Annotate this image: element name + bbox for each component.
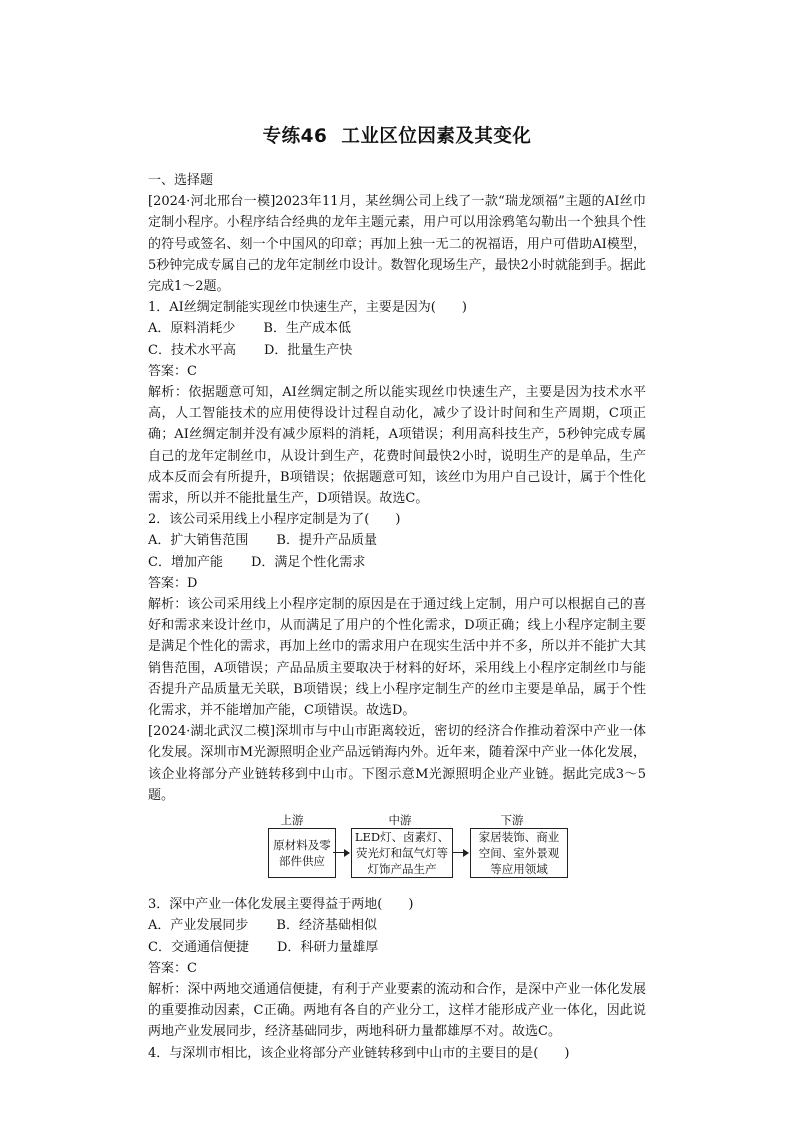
- page-title: [0, 122, 794, 148]
- q1-answer: 答案：C: [148, 363, 197, 379]
- document-body: [148, 170, 646, 1064]
- downstream-box: 家居装饰、商业空间、室外景观等应用领域: [470, 828, 568, 878]
- material-2: [2024·湖北武汉二模]深圳市与中山市距离较近，密切的经济合作推动着深中产业一体化发展。深圳市M光源照明企业产品远销海内外。近年来，随着深中产业一体化发展，该企业将部分产业链转移到中山市。下图示意M光源照明企业产业链。据此完成3～5题。: [148, 724, 646, 803]
- q4-stem: 4．与深圳市相比，该企业将部分产业链转移到中山市的主要目的是( ): [148, 1045, 570, 1061]
- arrow-1: [333, 852, 349, 853]
- q1-options-row2: [148, 340, 646, 361]
- q3-option-d: D．科研力量雄厚: [276, 939, 379, 955]
- upstream-label: 上游: [280, 813, 304, 828]
- q1-options-row1: [148, 318, 646, 339]
- q2-option-c: C．增加产能: [148, 554, 223, 570]
- downstream-label: 下游: [500, 813, 524, 828]
- q2-option-a: A．扩大销售范围: [148, 533, 249, 549]
- q3-answer: 答案：C: [148, 960, 197, 976]
- q3-option-a: A．产业发展同步: [148, 918, 249, 934]
- material-1: [2024·河北邢台一模]2023年11月，某丝绸公司上线了一款“瑞龙颂福”主题的AI丝巾定制小程序。小程序结合经典的龙年主题元素，用户可以用涂鸦笔勾勒出一个独具个性的符号或签名、刻一个中国风的印章；再加上独一无二的祝福语，用户可借助AI模型，5秒钟完成专属自己的龙年定制丝巾设计。数智化现场生产，最快2小时就能到手。据此完成1～2题。: [148, 194, 646, 295]
- q2-options-row2: [148, 552, 646, 573]
- q3-option-b: B．经济基础相似: [276, 918, 377, 934]
- section-heading: 一、选择题: [148, 173, 214, 188]
- q1-stem: 1．AI丝绸定制能实现丝巾快速生产，主要是因为( ): [148, 300, 467, 316]
- q3-options-row1: [148, 915, 646, 936]
- midstream-label: 中游: [388, 813, 412, 828]
- q1-analysis: 解析：依据题意可知，AI丝绸定制之所以能实现丝巾快速生产，主要是因为技术水平高，人工智能技术的应用使得设计过程自动化，减少了设计时间和生产周期，C项正确；AI丝绸定制并没有减少原料的消耗，A项错误；利用高科技生产，5秒钟完成专属自己的龙年定制丝巾，从设计到生产，花费时间最快2小时，说明生产的是单品，生产成本反而会有所提升，B项错误；依据题意可知，该丝巾为用户自己设计，属于个性化需求，所以并不能批量生产，D项错误。故选C。: [148, 385, 646, 507]
- q1-option-a: A．原料消耗少: [148, 321, 236, 337]
- q3-stem: 3．深中产业一体化发展主要得益于两地( ): [148, 897, 414, 913]
- upstream-box: 原材料及零部件供应: [268, 828, 336, 878]
- q1-option-c: C．技术水平高: [148, 342, 236, 358]
- title-number: 专练46: [262, 126, 328, 147]
- title-text: 工业区位因素及其变化: [341, 126, 532, 147]
- q2-analysis: 解析：该公司采用线上小程序定制的原因是在于通过线上定制，用户可以根据自己的喜好和需求来设计丝巾，从而满足了用户的个性化需求，D项正确；线上小程序定制主要是满足个性化的需求，再加上丝巾的需求用户在现实生活中并不多，所以并不能扩大其销售范围，A项错误；产品品质主要取决于材料的好坏，采用线上小程序定制丝巾与能否提升产品质量无关联，B项错误；线上小程序定制生产的丝巾主要是单品，属于个性化需求，并不能增加产能，C项错误。故选D。: [148, 597, 646, 719]
- q3-analysis: 解析：深中两地交通通信便捷，有利于产业要素的流动和合作，是深中产业一体化发展的重要推动因素，C正确。两地有各自的产业分工，这样才能形成产业一体化，因此说两地产业发展同步，经济基础同步，两地科研力量都雄厚不对。故选C。: [148, 981, 646, 1040]
- q3-options-row2: [148, 937, 646, 958]
- q2-options-row1: [148, 530, 646, 551]
- industry-chain-diagram: [148, 810, 646, 888]
- q3-option-c: C．交通通信便捷: [148, 939, 249, 955]
- midstream-box: LED灯、卤素灯、荧光灯和氙气灯等灯饰产品生产: [351, 828, 453, 878]
- q2-answer: 答案：D: [148, 575, 198, 591]
- arrow-2: [452, 852, 468, 853]
- q1-option-b: B．生产成本低: [263, 321, 351, 337]
- q2-option-d: D．满足个性化需求: [250, 554, 366, 570]
- q2-option-b: B．提升产品质量: [276, 533, 377, 549]
- q2-stem: 2．该公司采用线上小程序定制是为了( ): [148, 512, 401, 528]
- q1-option-d: D．批量生产快: [263, 342, 353, 358]
